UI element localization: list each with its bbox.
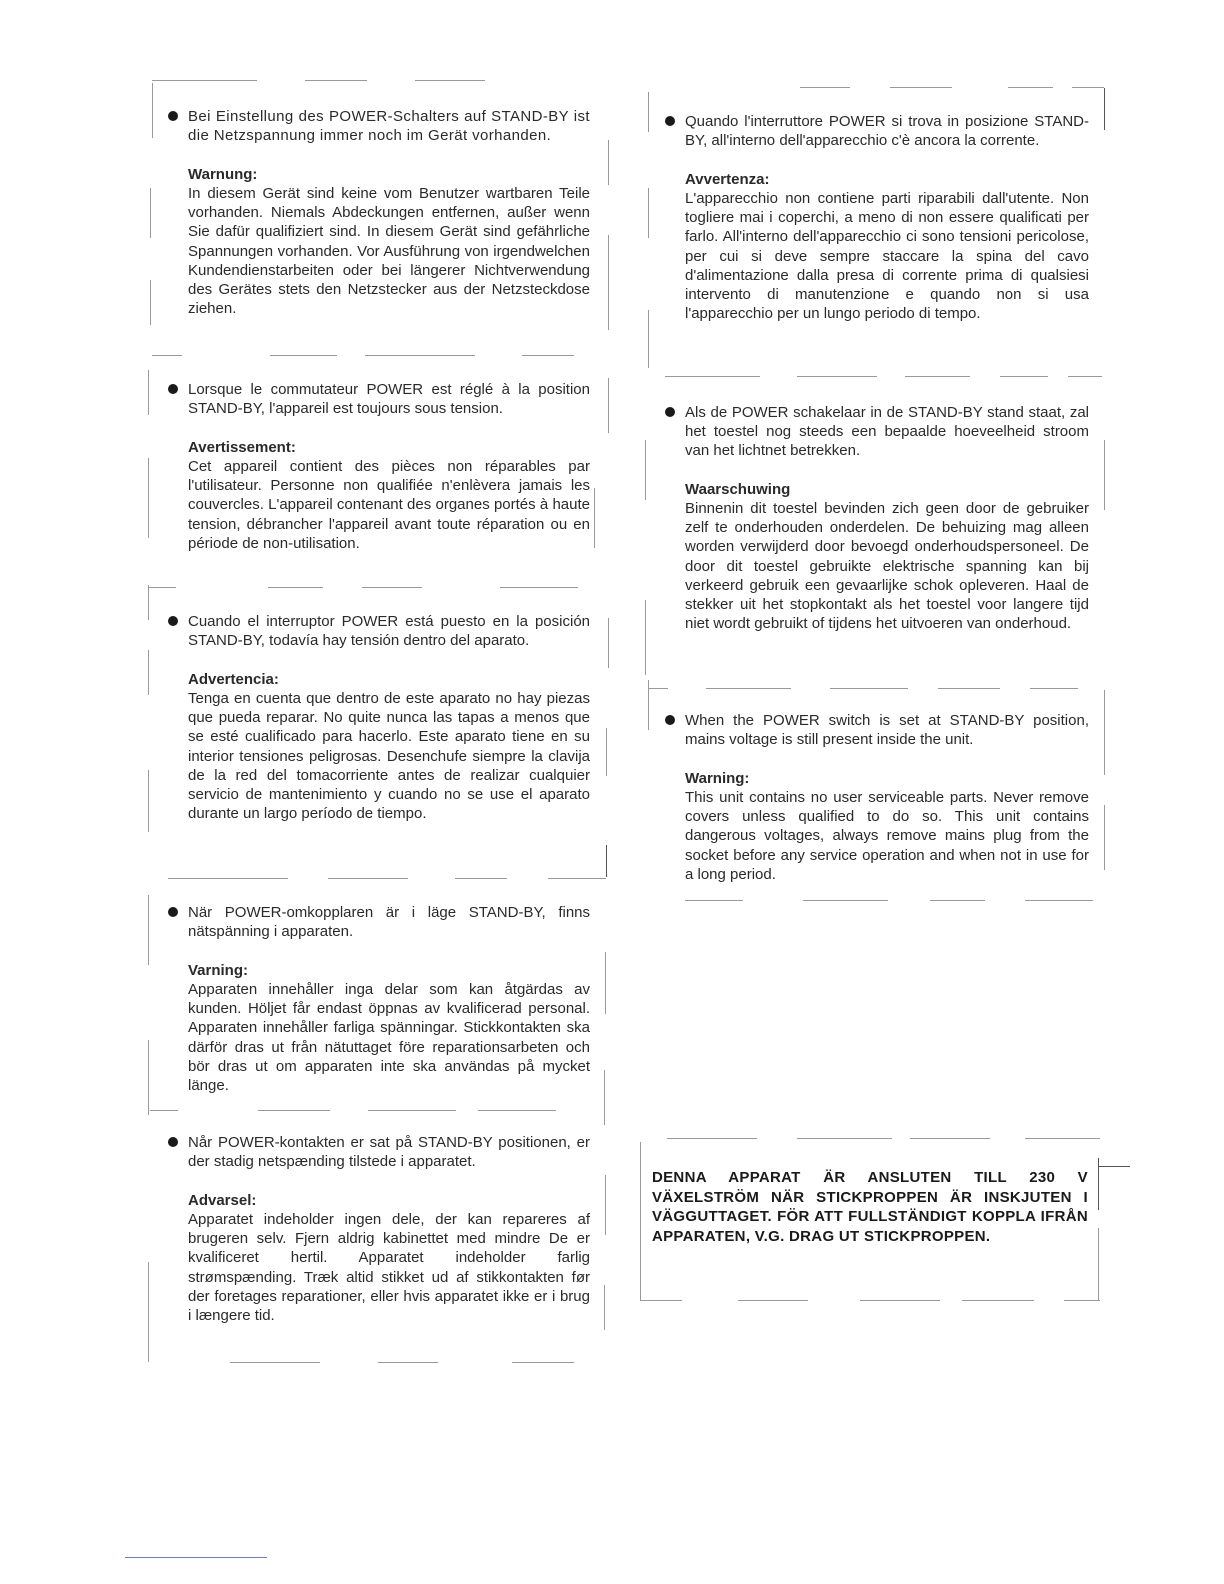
divider: [328, 878, 408, 879]
divider: [910, 1138, 990, 1139]
divider: [230, 1362, 320, 1363]
warning-title: Warnung:: [188, 166, 258, 183]
divider: [706, 688, 791, 689]
border-line: [1104, 690, 1105, 775]
divider: [797, 376, 877, 377]
border-line: [1104, 805, 1105, 870]
border-line: [645, 440, 646, 500]
divider: [305, 80, 367, 81]
section-german: [188, 107, 590, 318]
border-line: [150, 188, 151, 238]
warning-body: Binnenin dit toestel bevinden zich geen door de gebruiker zelf te onderhouden onderdelen. De behuizing mag alleen worden verwijderd door bevoegd onderhoudspersoneel. De door dit toestel gebruikte elektrische spanning kan bij verkeerd gebruik een gevaarlijke schok opleveren. Haal de stekker uit het stopkontakt als het toestel voor langere tijd niet wordt gebruikt of tijdens het uitvoeren van onderhoud.: [685, 500, 1089, 633]
divider: [1025, 900, 1093, 901]
divider: [1030, 688, 1078, 689]
divider: [665, 376, 760, 377]
section-intro: Lorsque le commutateur POWER est réglé à la position STAND-BY, l'appareil est toujours sous tension.: [188, 381, 590, 417]
divider: [548, 878, 606, 879]
border-line: [648, 680, 649, 730]
section-intro: Als de POWER schakelaar in de STAND-BY stand staat, zal het toestel nog steeds een bepaalde hoeveelheid stroom van het lichtnet betrekken.: [685, 404, 1089, 459]
warning-body: This unit contains no user serviceable parts. Never remove covers unless qualified to do so. This unit contains dangerous voltages, always remove mains plug from the socket before any service operation and when not in use for a long period.: [685, 789, 1089, 883]
divider: [800, 87, 850, 88]
section-intro: Når POWER-kontakten er sat på STAND-BY positionen, er der stadig netspænding tilstede i apparatet.: [188, 1134, 590, 1170]
border-line: [608, 378, 609, 433]
border-line: [645, 600, 646, 675]
divider: [152, 355, 182, 356]
section-intro: Bei Einstellung des POWER-Schalters auf STAND-BY ist die Netzspannung immer noch im Gerät vorhanden.: [188, 108, 590, 144]
divider: [962, 1300, 1034, 1301]
border-line: [148, 650, 149, 695]
section-intro: Quando l'interruttore POWER si trova in posizione STAND-BY, all'interno dell'apparecchio c'è ancora la corrente.: [685, 113, 1089, 149]
warning-title: Advarsel:: [188, 1192, 257, 1209]
divider: [168, 878, 288, 879]
bullet-icon: [665, 715, 675, 725]
divider: [258, 1110, 330, 1111]
footer-underline: [125, 1557, 267, 1558]
divider: [148, 587, 176, 588]
bullet-icon: [168, 616, 178, 626]
divider: [512, 1362, 574, 1363]
divider: [415, 80, 485, 81]
border-line: [604, 1285, 605, 1330]
border-line: [608, 235, 609, 330]
bullet-icon: [168, 111, 178, 121]
border-line: [608, 140, 609, 185]
warning-body: Apparatet indeholder ingen dele, der kan repareres af brugeren selv. Fjern aldrig kabinettet med mindre De er kvalificeret hertil. Apparatet indeholder farlig strømspænding. Træk altid stikket ud af stikkontakten før der foretages reparationer, eller hvis apparatet ikke er i brug i længere tid.: [188, 1211, 590, 1325]
divider: [640, 1300, 682, 1301]
bullet-icon: [168, 384, 178, 394]
divider: [1072, 87, 1104, 88]
divider: [738, 1300, 808, 1301]
section-italian: [685, 112, 1089, 323]
warning-title: Advertencia:: [188, 671, 279, 688]
warning-body: Cet appareil contient des pièces non réparables par l'utilisateur. Personne non qualifiée n'enlèvera jamais les couvercles. L'appareil contenant des organes portés à haute tension, débrancher l'appareil avant toute réparation ou en période de non-utilisation.: [188, 458, 590, 552]
section-danish: [188, 1133, 590, 1325]
border-line: [148, 370, 149, 415]
divider: [455, 878, 507, 879]
divider: [365, 355, 475, 356]
divider: [803, 900, 888, 901]
warning-body: L'apparecchio non contiene parti riparabili dall'utente. Non togliere mai i coperchi, a meno di non essere qualificati per farlo. All'interno dell'apparecchio ci sono tensioni pericolose, per cui si deve sempre staccare la spina del cavo d'alimentazione dalla presa di corrente prima di qualsiesi intervento di manutenzione e quando non si usa l'apparecchio per un lungo periodo di tempo.: [685, 190, 1089, 323]
border-line: [148, 585, 149, 620]
border-line: [605, 952, 606, 1014]
warning-title: Avvertenza:: [685, 171, 770, 188]
divider: [938, 688, 1000, 689]
divider: [797, 1138, 892, 1139]
border-line: [604, 1070, 605, 1125]
warning-title: Waarschuwing: [685, 481, 791, 498]
bullet-icon: [665, 407, 675, 417]
bullet-icon: [665, 116, 675, 126]
border-line: [1104, 88, 1105, 130]
border-line: [648, 92, 649, 132]
section-dutch: [685, 403, 1089, 633]
border-line: [1098, 1158, 1099, 1210]
section-spanish: [188, 612, 590, 823]
border-line: [605, 1175, 606, 1235]
border-line: [648, 310, 649, 368]
divider: [1064, 1300, 1100, 1301]
divider: [860, 1300, 940, 1301]
border-line: [148, 770, 149, 832]
divider: [905, 376, 970, 377]
warning-body: Apparaten innehåller inga delar som kan åtgärdas av kunden. Höljet får endast öppnas av kvalificerad personal. Apparaten innehåller farliga spänningar. Stickkontakten ska därför dras ut från nätuttaget före reparationsarbeten och bör dras ut om apparaten inte ska användas på mycket länge.: [188, 981, 590, 1095]
divider: [667, 1138, 757, 1139]
border-line: [150, 280, 151, 325]
section-intro: When the POWER switch is set at STAND-BY position, mains voltage is still present inside the unit.: [685, 712, 1089, 748]
divider: [368, 1110, 456, 1111]
divider: [500, 587, 578, 588]
warning-title: Avertissement:: [188, 439, 296, 456]
section-swedish: [188, 903, 590, 1095]
border-line: [640, 1142, 641, 1300]
border-line: [1098, 1228, 1099, 1300]
warning-title: Warning:: [685, 770, 750, 787]
border-line: [594, 488, 595, 548]
divider: [1008, 87, 1053, 88]
section-french: [188, 380, 590, 553]
divider: [1025, 1138, 1100, 1139]
divider: [268, 587, 323, 588]
divider: [930, 900, 985, 901]
warning-body: In diesem Gerät sind keine vom Benutzer wartbaren Teile vorhanden. Niemals Abdeckungen entfernen, außer wenn Sie dafür qualifiziert sind. In diesem Gerät sind gefährliche Spannungen vorhanden. Vor Ausführung von irgendwelchen Kundendienstarbeiten oder bei längerer Nichtverwendung des Gerätes stets den Netzstecker aus der Netzsteckdose ziehen.: [188, 185, 590, 318]
divider: [890, 87, 952, 88]
bullet-icon: [168, 1137, 178, 1147]
divider: [1000, 376, 1048, 377]
warning-title: Varning:: [188, 962, 249, 979]
section-intro: Cuando el interruptor POWER está puesto en la posición STAND-BY, todavía hay tensión dentro del aparato.: [188, 613, 590, 649]
divider: [685, 900, 743, 901]
border-line: [606, 728, 607, 776]
divider: [378, 1362, 438, 1363]
section-intro: När POWER-omkopplaren är i läge STAND-BY, finns nätspänning i apparaten.: [188, 904, 590, 940]
divider: [830, 688, 908, 689]
divider: [648, 688, 668, 689]
border-line: [148, 1262, 149, 1362]
border-line: [152, 83, 153, 138]
divider: [270, 355, 337, 356]
divider: [1068, 376, 1102, 377]
border-line: [606, 845, 607, 877]
border-line: [608, 618, 609, 668]
border-line: [148, 895, 149, 965]
divider: [1098, 1166, 1130, 1167]
border-line: [148, 1040, 149, 1115]
mains-notice: DENNA APPARAT ÄR ANSLUTEN TILL 230 V VÄXELSTRÖM NÄR STICKPROPPEN ÄR INSKJUTEN I VÄGGUTTAGET. FÖR ATT FULLSTÄNDIGT KOPPLA IFRÅN APPARATEN, V.G. DRAG UT STICKPROPPEN.: [652, 1169, 1088, 1245]
divider: [150, 1110, 178, 1111]
divider: [152, 80, 257, 81]
border-line: [1104, 440, 1105, 510]
warning-body: Tenga en cuenta que dentro de este aparato no hay piezas que pueda reparar. No quite nunca las tapas a menos que se esté cualificado para hacerlo. Este aparato tiene en su interior tensiones peligrosas. Desenchufe siempre la clavija de la red del tomacorriente antes de realizar cualquier servicio de mantenimiento y cuando no se use el aparato durante un largo período de tiempo.: [188, 690, 590, 823]
bullet-icon: [168, 907, 178, 917]
divider: [478, 1110, 556, 1111]
border-line: [648, 188, 649, 238]
divider: [522, 355, 574, 356]
border-line: [148, 458, 149, 538]
section-english: [685, 711, 1089, 884]
divider: [362, 587, 422, 588]
